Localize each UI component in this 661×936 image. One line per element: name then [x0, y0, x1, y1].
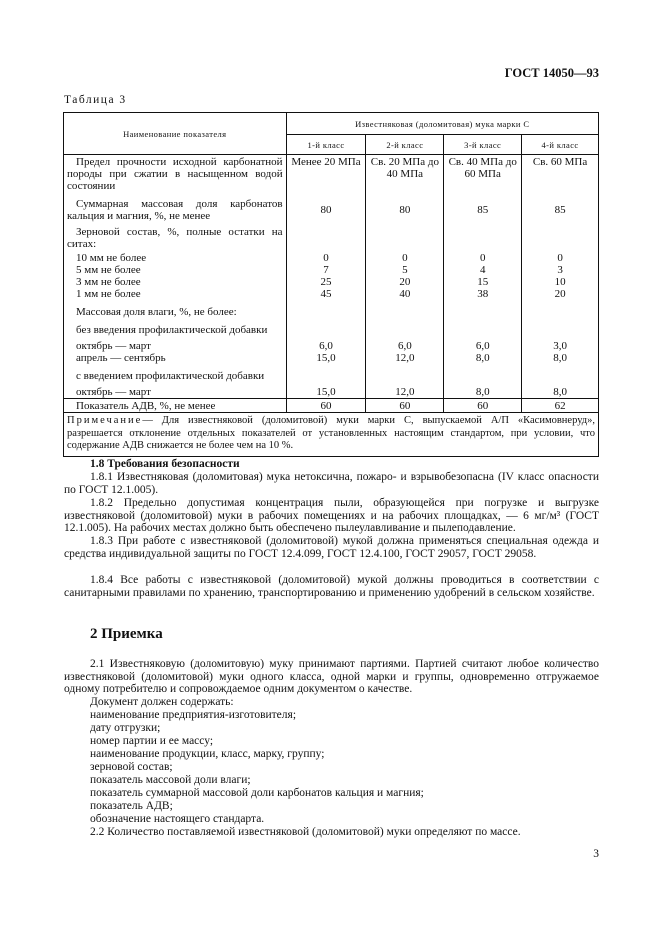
- value-cell-class-2: 12,0: [366, 382, 444, 399]
- value-cell-class-1: 25: [286, 276, 366, 288]
- value-cell-class-3: [444, 222, 522, 250]
- value-cell-class-1: 0: [286, 250, 366, 264]
- list-intro: Документ должен содержать:: [90, 696, 234, 708]
- list-item: наименование предприятия-изготовителя;: [90, 709, 297, 721]
- value-cell-class-1: 15,0: [286, 352, 366, 364]
- value-cell-class-4: 8,0: [522, 352, 599, 364]
- page-number: 3: [593, 848, 599, 860]
- value-cell-class-3: 15: [444, 276, 522, 288]
- note-text: — Для известняковой (доломитовой) муки марки С, выпускаемой А/П «Касимовнеруд», разрешается отклонение отдельных показателей от установленных настоящим стандартом, при условии, что содержание АДВ снижается не более чем на 10 %.: [67, 415, 595, 451]
- value-cell-class-4: 20: [522, 288, 599, 300]
- table-row: [64, 222, 599, 250]
- list-item: зерновой состав;: [90, 761, 173, 773]
- note-label: Примечание: [67, 415, 143, 426]
- value-cell-class-3: 0: [444, 250, 522, 264]
- value-cell-class-1: [286, 364, 366, 382]
- list-item: номер партии и ее массу;: [90, 735, 214, 747]
- table-row: [64, 264, 599, 276]
- row-name-cell: без введения профилактической добавки: [64, 318, 287, 336]
- paragraph-1-8-1: 1.8.1 Известняковая (доломитовая) мука нетоксична, пожаро- и взрывобезопасна (IV класс опасности по ГОСТ 12.1.005).: [64, 471, 599, 496]
- section-2-title: 2 Приемка: [90, 626, 163, 642]
- table-row: [64, 300, 599, 318]
- column-header-class-2: 2-й класс: [366, 135, 444, 155]
- section-1-8-title: 1.8 Требования безопасности: [90, 458, 240, 470]
- row-name-cell: Суммарная массовая доля карбонатов кальция и магния, %, не менее: [64, 192, 287, 222]
- value-cell-class-2: [366, 318, 444, 336]
- paragraph-1-8-4: 1.8.4 Все работы с известняковой (доломитовой) мукой должны проводиться в соответствии с санитарными правилами по хранению, транспортированию и применению удобрений в сельском хозяйстве.: [64, 574, 599, 599]
- value-cell-class-2: 80: [366, 192, 444, 222]
- table-row: [64, 352, 599, 364]
- list-item: наименование продукции, класс, марку, группу;: [90, 748, 325, 760]
- paragraph-1-8-3: 1.8.3 При работе с известняковой (доломитовой) мукой должна применяться специальная одежда и средства индивидуальной защиты по ГОСТ 12.4.099, ГОСТ 12.4.100, ГОСТ 29057, ГОСТ 29058.: [64, 535, 599, 560]
- row-name-cell: 3 мм не более: [64, 276, 287, 288]
- table-row: [64, 192, 599, 222]
- value-cell-class-2: 60: [366, 399, 444, 413]
- row-name-cell: октябрь — март: [64, 336, 287, 352]
- value-cell-class-3: [444, 318, 522, 336]
- value-cell-class-4: 85: [522, 192, 599, 222]
- value-cell-class-2: 40: [366, 288, 444, 300]
- list-item: обозначение настоящего стандарта.: [90, 813, 265, 825]
- row-name-cell: 10 мм не более: [64, 250, 287, 264]
- value-cell-class-1: [286, 222, 366, 250]
- row-name-cell: с введением профилактической добавки: [64, 364, 287, 382]
- value-cell-class-3: [444, 300, 522, 318]
- list-item: показатель АДВ;: [90, 800, 173, 812]
- document-code: ГОСТ 14050—93: [504, 66, 599, 80]
- table-row: [64, 336, 599, 352]
- value-cell-class-3: 85: [444, 192, 522, 222]
- row-name-cell: апрель — сентябрь: [64, 352, 287, 364]
- value-cell-class-3: [444, 364, 522, 382]
- value-cell-class-1: [286, 300, 366, 318]
- value-cell-class-1: 45: [286, 288, 366, 300]
- list-item: дату отгрузки;: [90, 722, 161, 734]
- table-row: [64, 276, 599, 288]
- value-cell-class-2: 20: [366, 276, 444, 288]
- value-cell-class-2: 6,0: [366, 336, 444, 352]
- value-cell-class-3: Св. 40 МПа до 60 МПа: [444, 155, 522, 193]
- paragraph-1-8-2: 1.8.2 Предельно допустимая концентрация пыли, образующейся при погрузке и выгрузке известняковой (доломитовой) муки в рабочих помещениях и на рабочих площадках, — 6 мг/м³ (ГОСТ 12.1.005). На рабочих местах должно быть обеспечено пылеулавливание и пылеподавление.: [64, 497, 599, 534]
- paragraph-2-1: 2.1 Известняковую (доломитовую) муку принимают партиями. Партией считают любое количество известняковой (доломитовой) муки одного класса, одной марки и группы, одновременно отгружаемое одному потребителю и сопровождаемое одним документом о качестве.: [64, 658, 599, 695]
- column-group-header: Известняковая (доломитовая) мука марки С: [286, 113, 598, 135]
- value-cell-class-2: 5: [366, 264, 444, 276]
- row-name-cell: Предел прочности исходной карбонатной породы при сжатии в насыщенном водой состоянии: [64, 155, 287, 193]
- value-cell-class-4: [522, 300, 599, 318]
- properties-table: [63, 112, 599, 457]
- table-row: [64, 382, 599, 399]
- row-name-cell: октябрь — март: [64, 382, 287, 399]
- value-cell-class-2: [366, 222, 444, 250]
- table-note: [64, 413, 599, 457]
- table-row: [64, 399, 599, 413]
- value-cell-class-4: 0: [522, 250, 599, 264]
- value-cell-class-1: [286, 318, 366, 336]
- value-cell-class-4: 62: [522, 399, 599, 413]
- value-cell-class-1: Менее 20 МПа: [286, 155, 366, 193]
- column-header-class-3: 3-й класс: [444, 135, 522, 155]
- table-note-row: [64, 413, 599, 457]
- value-cell-class-3: 38: [444, 288, 522, 300]
- row-name-cell: 5 мм не более: [64, 264, 287, 276]
- table-body: [64, 155, 599, 457]
- list-item: показатель массовой доли влаги;: [90, 774, 251, 786]
- table-row: [64, 155, 599, 193]
- value-cell-class-4: 8,0: [522, 382, 599, 399]
- value-cell-class-3: 6,0: [444, 336, 522, 352]
- value-cell-class-1: 7: [286, 264, 366, 276]
- column-header-name: Наименование показателя: [64, 113, 287, 155]
- value-cell-class-3: 60: [444, 399, 522, 413]
- value-cell-class-4: 10: [522, 276, 599, 288]
- row-name-cell: Массовая доля влаги, %, не более:: [64, 300, 287, 318]
- paragraph-2-2: 2.2 Количество поставляемой известняковой (доломитовой) муки определяют по массе.: [90, 826, 521, 838]
- value-cell-class-4: 3,0: [522, 336, 599, 352]
- value-cell-class-4: 3: [522, 264, 599, 276]
- value-cell-class-4: [522, 318, 599, 336]
- list-item: показатель суммарной массовой доли карбонатов кальция и магния;: [90, 787, 424, 799]
- table-row: [64, 250, 599, 264]
- value-cell-class-3: 8,0: [444, 352, 522, 364]
- value-cell-class-4: Св. 60 МПа: [522, 155, 599, 193]
- value-cell-class-3: 4: [444, 264, 522, 276]
- value-cell-class-1: 15,0: [286, 382, 366, 399]
- column-header-class-1: 1-й класс: [286, 135, 366, 155]
- value-cell-class-1: 6,0: [286, 336, 366, 352]
- value-cell-class-4: [522, 222, 599, 250]
- table-row: [64, 318, 599, 336]
- table-row: [64, 364, 599, 382]
- value-cell-class-1: 60: [286, 399, 366, 413]
- table-row: [64, 288, 599, 300]
- row-name-cell: Показатель АДВ, %, не менее: [64, 399, 287, 413]
- row-name-cell: 1 мм не более: [64, 288, 287, 300]
- value-cell-class-2: 0: [366, 250, 444, 264]
- table-caption: Таблица 3: [64, 94, 127, 106]
- value-cell-class-2: Св. 20 МПа до 40 МПа: [366, 155, 444, 193]
- value-cell-class-2: 12,0: [366, 352, 444, 364]
- row-name-cell: Зерновой состав, %, полные остатки на ситах:: [64, 222, 287, 250]
- column-header-class-4: 4-й класс: [522, 135, 599, 155]
- value-cell-class-1: 80: [286, 192, 366, 222]
- value-cell-class-4: [522, 364, 599, 382]
- value-cell-class-2: [366, 364, 444, 382]
- value-cell-class-2: [366, 300, 444, 318]
- value-cell-class-3: 8,0: [444, 382, 522, 399]
